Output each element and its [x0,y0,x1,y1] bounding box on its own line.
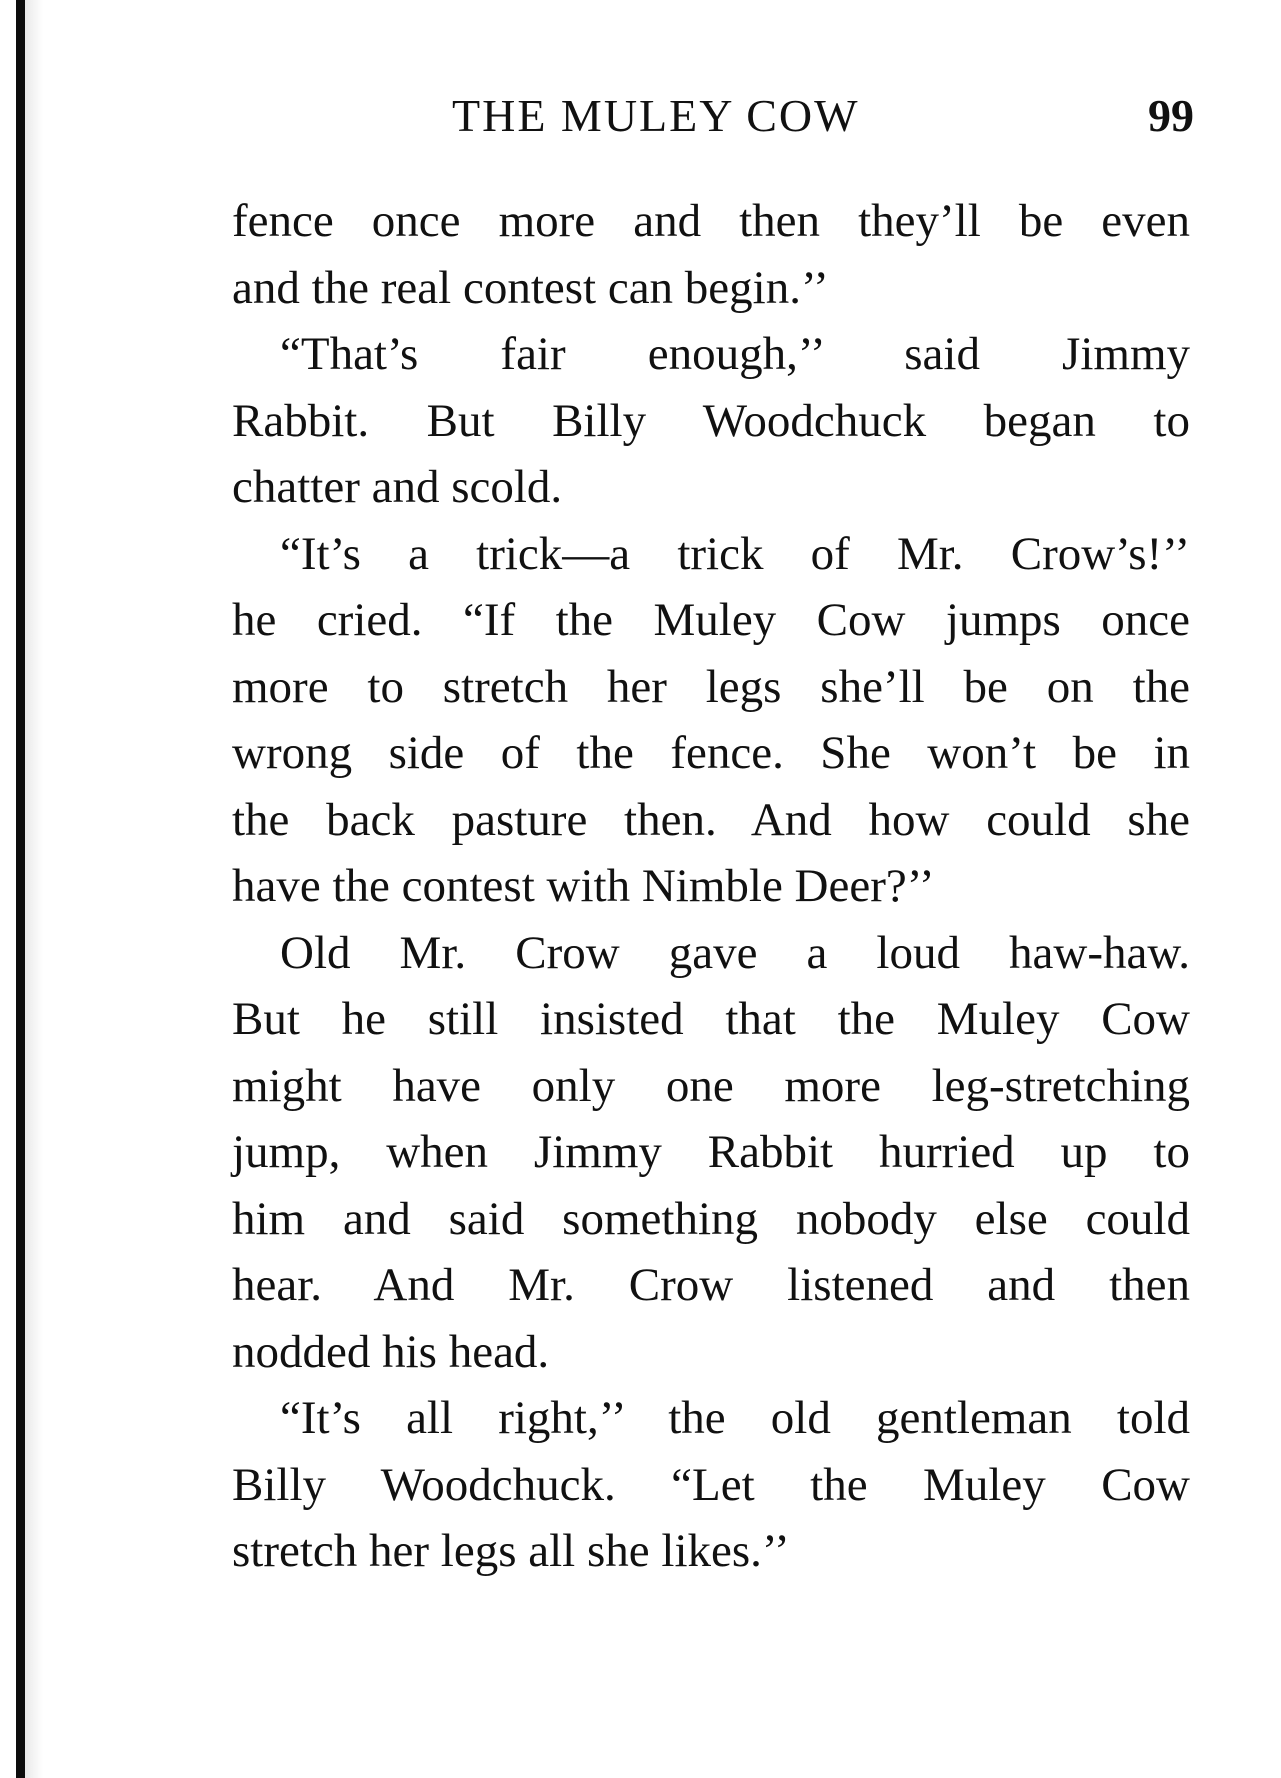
binding-shadow [25,0,43,1778]
text-line: Rabbit. But Billy Woodchuck began to [232,394,1190,447]
text-line: and the real contest can begin.’’ [232,261,829,314]
text-line: nodded his head. [232,1325,550,1378]
body-text [232,188,1190,1585]
text-line: he cried. “If the Muley Cow jumps once [232,594,1190,646]
text-line: “It’s a trick—a trick of Mr. Crow’s!’’ [280,527,1190,580]
text-line: fence once more and then they’ll be even [232,195,1190,247]
running-title: THE MULEY COW [452,90,860,141]
page-number: 99 [1148,90,1194,141]
text-line: chatter and scold. [232,461,563,513]
text-line: have the contest with Nimble Deer?’’ [232,860,935,912]
text-line: But he still insisted that the Muley Cow [232,993,1190,1045]
text-line: wrong side of the fence. She won’t be in [232,727,1190,779]
text-line: jump, when Jimmy Rabbit hurried up to [232,1126,1190,1178]
running-head [232,86,1194,146]
text-line: Billy Woodchuck. “Let the Muley Cow [232,1458,1190,1511]
text-line: “It’s all right,’’ the old gentleman told [280,1392,1190,1444]
binding-edge [16,0,25,1778]
text-line: the back pasture then. And how could she [232,793,1190,846]
text-line: hear. And Mr. Crow listened and then [232,1259,1190,1311]
text-line: more to stretch her legs she’ll be on the [232,660,1190,713]
text-line: might have only one more leg-stretching [232,1059,1190,1112]
text-line: him and said something nobody else could [232,1192,1190,1245]
text-line: stretch her legs all she likes.’’ [232,1525,790,1577]
text-line: “That’s fair enough,’’ said Jimmy [280,328,1190,380]
text-line: Old Mr. Crow gave a loud haw-haw. [280,926,1190,979]
